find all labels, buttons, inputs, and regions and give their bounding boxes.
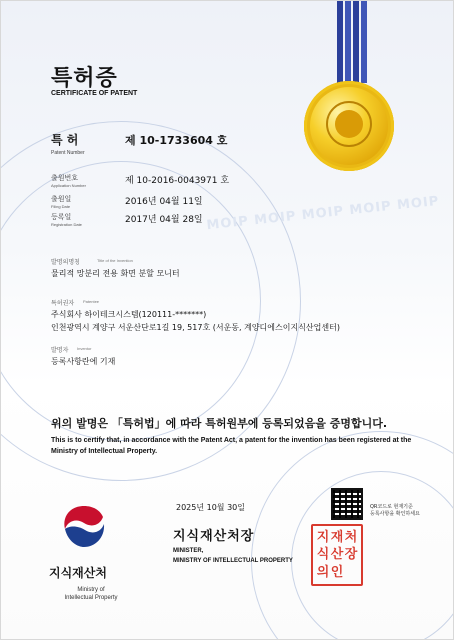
stamp-char: 식 [316,547,330,563]
certification-text-ko: 위의 발명은 「특허법」에 따라 특허원부에 등록되었음을 증명합니다. [51,417,388,430]
application-number-label-en: Application Number [51,183,86,188]
patent-number-label-en: Patent Number [51,150,85,156]
page-title: 특허증 [51,66,118,91]
inventor-value: 등록사항란에 기재 [51,357,116,366]
ministry-name-en-line: Intellectual Property [64,595,118,601]
signatory-title-en [173,546,293,566]
patentee-label-en: Patentee [83,299,100,304]
inventor-label: 발명자 [51,347,69,354]
stamp-char: 의 [316,564,330,580]
patentee-address: 인천광역시 계양구 서운산단로1길 19, 517호 (서운동, 계양디에스이지식산업센터) [51,323,340,332]
ministry-name-en-line: Ministry of [77,587,105,593]
inventor-label-en: Inventor [77,346,92,351]
stamp-char: 장 [344,547,358,563]
invention-label-en: Title of the Invention [97,258,133,263]
registration-date-label: 등록일 [51,213,72,221]
signatory-title: 지식재산처장 [173,529,255,544]
seal-core [335,110,363,138]
stamp-char: 재 [330,530,344,546]
official-seal-stamp [311,524,363,586]
ministry-logo-icon [59,501,109,551]
filing-date-label-en: Filing Date [51,204,71,209]
patentee-label: 특허권자 [51,300,75,307]
qr-note-line: QR코드로 현재기준 [370,504,413,510]
qr-note [370,504,420,518]
filing-date-label: 출원일 [51,195,72,203]
application-number-label: 출원번호 [51,174,79,182]
ribbon [337,1,343,83]
ribbon [345,1,351,83]
stamp-char: 처 [344,530,358,546]
signatory-title-en-line: MINISTRY OF INTELLECTUAL PROPERTY [173,558,293,564]
ribbon [361,1,367,83]
stamp-char: 산 [330,547,344,563]
issue-date: 2025년 10월 30일 [176,503,245,512]
stamp-char: 지 [316,530,330,546]
invention-label: 발명의명칭 [51,259,80,266]
page-title-en: CERTIFICATE OF PATENT [51,90,138,97]
certification-text-en: This is to certify that, in accordance with the Patent Act, a patent for the invention has been registered at the Ministry of Intellectual Property. [51,437,412,455]
ministry-name-en [51,586,131,602]
patentee-name: 주식회사 하이테크시스템(120111-*******) [51,310,207,319]
patent-number-label: 특 허 [51,133,79,147]
filing-date-value: 2016년 04월 11일 [125,197,203,207]
gold-seal-icon [304,81,394,171]
application-number-value: 제 10-2016-0043971 호 [125,176,230,186]
ribbon [353,1,359,83]
qr-code[interactable] [331,488,363,520]
ministry-name: 지식재산처 [49,566,107,580]
signatory-title-en-line: MINISTER, [173,548,204,554]
patent-number-value: 제 10-1733604 호 [125,134,228,147]
watermark: MOIP MOIP MOIP MOIP MOIP [205,193,441,234]
registration-date-value: 2017년 04월 28일 [125,215,203,225]
invention-title: 물리적 망분리 전용 화면 분할 모니터 [51,269,180,278]
qr-note-line: 등록사항을 확인하세요 [370,511,420,517]
registration-date-label-en: Registration Date [51,222,82,227]
stamp-char: 인 [330,564,344,580]
